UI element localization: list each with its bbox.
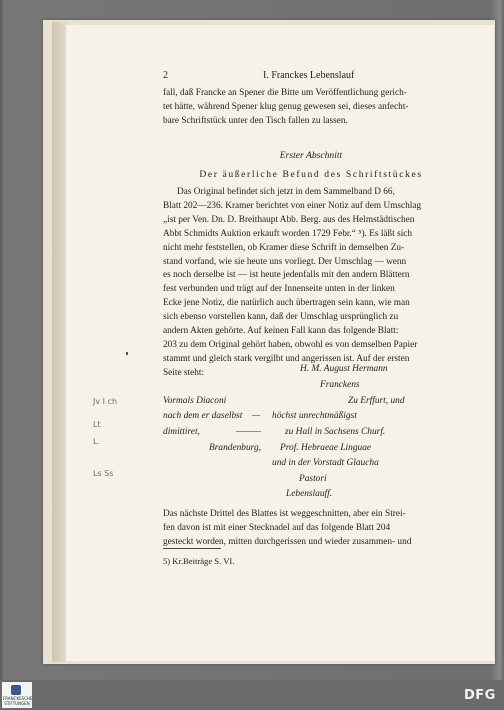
institution-logo-icon [11, 685, 21, 695]
ink-mark [126, 352, 128, 355]
text-line: fall, daß Francke an Spener die Bitte um Veröffentlichung gerich- [163, 88, 407, 98]
margin-note: Ls Ss [93, 469, 114, 478]
text-line: bare Schriftstück unter den Tisch fallen zu lassen. [163, 115, 348, 126]
text-line: es noch derselbe ist — ist heute jedenfalls mit den andern Blättern [163, 270, 410, 281]
margin-note: L. [93, 437, 100, 446]
text-line: nicht mehr feststellen, ob Kramer diese Schrift in demselben Zu- [163, 242, 405, 253]
text-line: Seite steht: [163, 367, 205, 378]
text-line: Das nächste Drittel des Blattes ist weggeschnitten, aber ein Strei- [163, 509, 406, 519]
title-line-1: H. M. August Hermann [300, 364, 388, 374]
body-paragraph [163, 186, 459, 381]
title-line-8: Pastori [299, 474, 327, 484]
text-line: Das Original befindet sich jetzt in dem Sammelband D 66, [177, 187, 395, 197]
viewer-footer-bar [0, 680, 504, 710]
logo-caption: FRANCKESCHE STIFTUNGEN [3, 696, 33, 706]
text-line: Ecke jene Notiz, die natürlich auch übertragen sein kann, wie man [163, 298, 410, 309]
footnote-rule [163, 548, 221, 549]
title-line-7: und in der Vorstadt Glaucha [272, 458, 379, 468]
text-line: Abbt Schmidts Auktion erkauft worden 1729 Febr.“ ⁵). Es läßt sich [163, 228, 413, 239]
title-line-2: Franckens [320, 380, 360, 390]
margin-note: Jv I ch [93, 397, 118, 406]
title-line-4-right: höchst unrechtmäßigst [272, 411, 357, 421]
text-line: stammt und gleich stark vergilbt und angerissen ist. Auf der ersten [163, 353, 410, 364]
text-line: stand vorfand, wie sie heute uns vorliegt. Der Umschlag — wenn [163, 256, 407, 267]
running-title: I. Franckes Lebenslauf [263, 70, 355, 81]
margin-note: Lt [93, 420, 101, 429]
title-dash: ——— [236, 427, 262, 437]
title-line-9: Lebenslauff. [286, 489, 333, 499]
title-line-5-right: zu Hall in Sachsens Churf. [285, 427, 386, 437]
section-title: Erster Abschnitt [279, 150, 343, 161]
title-line-6-left: Brandenburg, [209, 443, 261, 453]
text-line: Blatt 202—236. Kramer berichtet von einer Notiz auf dem Umschlag [163, 200, 422, 211]
intro-paragraph [163, 87, 459, 129]
text-line: andern Akten gehörte. Auf keinen Fall kann das folgende Blatt: [163, 326, 399, 337]
text-line: fest verbunden und trägt auf der Innenseite unten in der linken [163, 284, 395, 295]
text-line: 203 zu dem Original gehört haben, obwohl es von demselben Papier [163, 339, 418, 350]
title-line-6-right: Prof. Hebraeae Linguae [280, 443, 372, 453]
title-line-4-left: nach dem er daselbst [163, 411, 243, 421]
page-number: 2 [163, 70, 168, 81]
footnote: 5) Kr.Beiträge S. VI. [163, 556, 235, 566]
text-line: sich ebenso vorstellen kann, daß der Umschlag ursprünglich zu [163, 312, 399, 323]
text-line: „ist per Ven. Dn. D. Breithaupt Abb. Berg. aus des Helmstädtischen [163, 214, 415, 225]
closing-paragraph [163, 508, 459, 550]
title-line-3-right: Zu Erffurt, und [348, 396, 405, 406]
text-line: tet hätte, während Spener klug genug gewesen sei, dieses anfecht- [163, 101, 409, 112]
dfg-logo[interactable]: DFG [464, 688, 496, 703]
title-line-5-left: dimittiret, [163, 427, 200, 437]
franckesche-stiftungen-logo[interactable] [2, 682, 32, 708]
text-line: fen davon ist mit einer Stecknadel auf das folgende Blatt 204 [163, 522, 391, 533]
title-line-3-left: Vormals Diaconi [163, 396, 227, 406]
text-line: gesteckt worden, mitten durchgerissen und wieder zusammen- und [163, 536, 412, 547]
section-heading: Der äußerliche Befund des Schriftstückes [199, 169, 423, 180]
title-dash: — [252, 411, 261, 421]
